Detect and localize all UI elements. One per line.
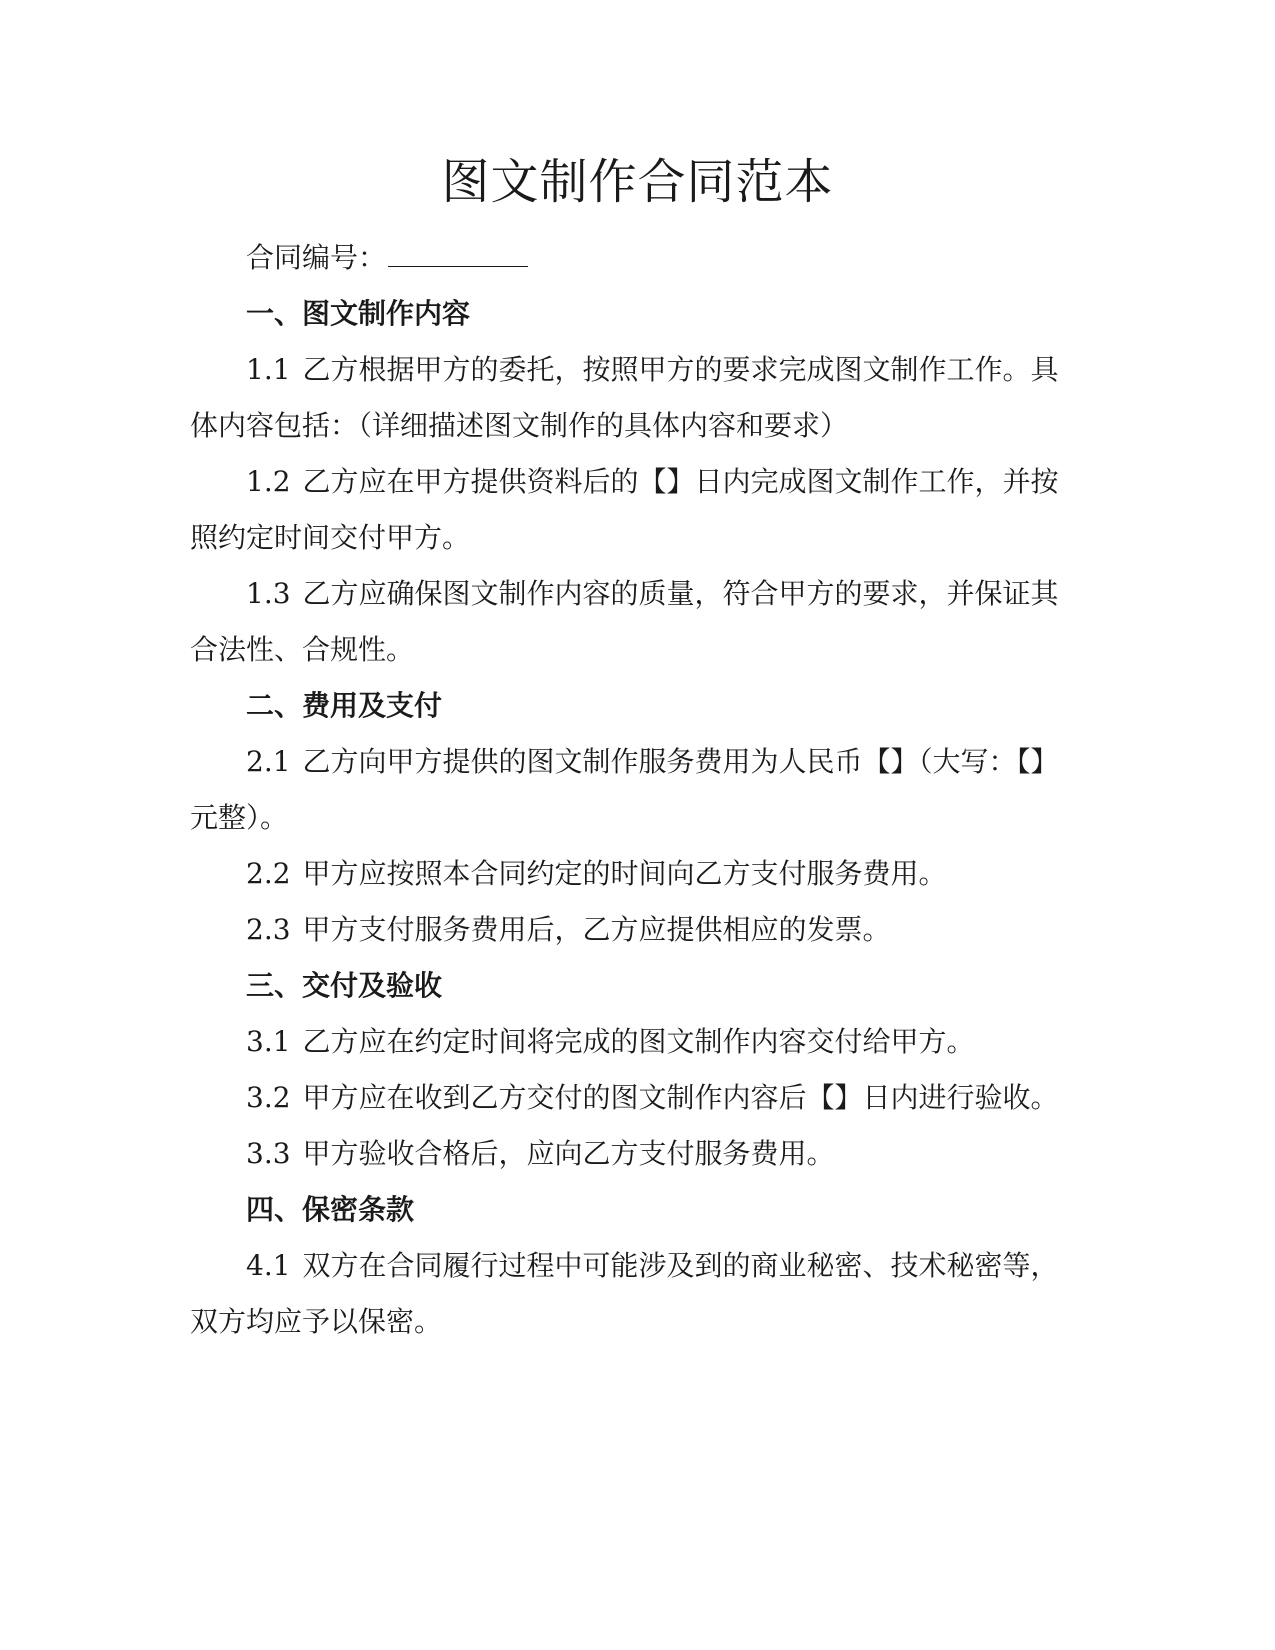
clause-text: 乙方根据甲方的委托，按照甲方的要求完成图文制作工作。具体内容包括：（详细描述图文制作的具体内容和要求）: [190, 353, 1059, 442]
clause-number: 1.2: [246, 465, 291, 498]
clause-text: 双方在合同履行过程中可能涉及到的商业秘密、技术秘密等，双方均应予以保密。: [190, 1249, 1059, 1338]
clause: [190, 454, 1070, 566]
clause-number: 3.3: [246, 1137, 291, 1170]
clause-number: 4.1: [246, 1249, 291, 1282]
contract-number-line: [190, 230, 1070, 286]
clause: [190, 1070, 1070, 1126]
clause-text: 乙方应在甲方提供资料后的【】日内完成图文制作工作，并按照约定时间交付甲方。: [190, 465, 1059, 554]
clause-text: 乙方应确保图文制作内容的质量，符合甲方的要求，并保证其合法性、合规性。: [190, 577, 1059, 666]
section-heading: 三、交付及验收: [246, 969, 443, 1002]
section-heading: 二、费用及支付: [246, 689, 443, 722]
clause: [190, 902, 1070, 958]
clause-number: 1.1: [246, 353, 291, 386]
clause-number: 2.2: [246, 857, 291, 890]
document-title: 图文制作合同范本: [441, 154, 834, 210]
section-heading: 一、图文制作内容: [246, 297, 471, 330]
clause-number: 2.3: [246, 913, 291, 946]
clause-text: 乙方应在约定时间将完成的图文制作内容交付给甲方。: [302, 1025, 975, 1058]
clause-number: 3.2: [246, 1081, 291, 1114]
clause-text: 甲方验收合格后，应向乙方支付服务费用。: [302, 1137, 835, 1170]
clause-number: 3.1: [246, 1025, 291, 1058]
clause: [190, 566, 1070, 678]
clause-number: 1.3: [246, 577, 291, 610]
clause-text: 甲方应在收到乙方交付的图文制作内容后【】日内进行验收。: [302, 1081, 1059, 1114]
clause: [190, 1238, 1070, 1350]
contract-number-blank: [388, 236, 528, 267]
clause-text: 甲方支付服务费用后，乙方应提供相应的发票。: [302, 913, 891, 946]
clause-number: 2.1: [246, 745, 291, 778]
section-heading: 四、保密条款: [246, 1193, 415, 1226]
clause-text: 乙方向甲方提供的图文制作服务费用为人民币【】（大写：【】元整）。: [190, 745, 1059, 834]
document-body: [190, 230, 1070, 1350]
clause: [190, 734, 1070, 846]
clause: [190, 1014, 1070, 1070]
clause: [190, 1126, 1070, 1182]
contract-number-label: 合同编号：: [246, 241, 387, 274]
clause: [190, 342, 1070, 454]
clause-text: 甲方应按照本合同约定的时间向乙方支付服务费用。: [302, 857, 947, 890]
clause: [190, 846, 1070, 902]
